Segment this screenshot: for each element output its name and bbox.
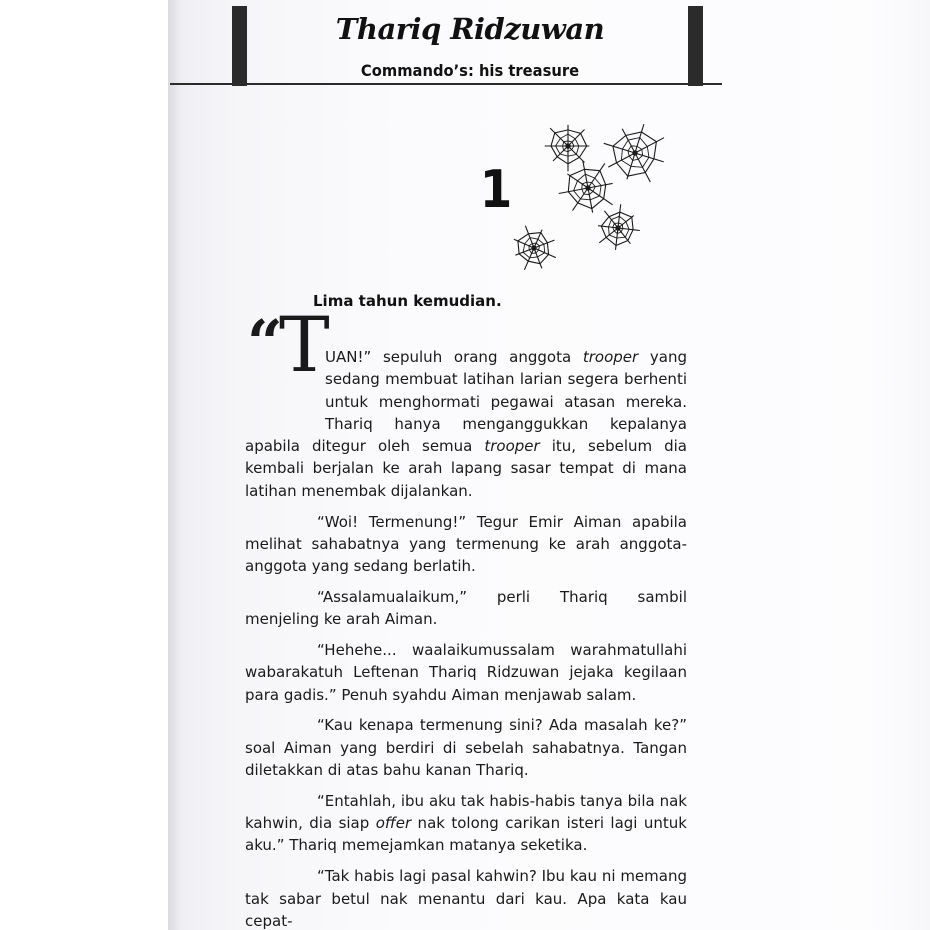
text-run: kepalanya apabila ditegur oleh semua xyxy=(245,414,687,456)
text-run: aku.” Thariq memejamkan matanya seketika. xyxy=(245,836,588,855)
text-run: “Kau kenapa termenung sini? Ada masalah ke?” xyxy=(317,716,687,735)
chapter-subheading: Lima tahun kemudian. xyxy=(313,292,502,310)
header-bar-left xyxy=(232,6,247,86)
page-edge xyxy=(870,0,930,930)
italic-term: trooper xyxy=(582,348,639,366)
left-margin xyxy=(0,0,170,930)
text-run: UAN!” sepuluh orang anggota xyxy=(325,348,583,366)
text-run: kahwin, dia siap xyxy=(245,814,376,833)
text-run: soal Aiman yang berdiri di sebelah sahabatnya. Tangan xyxy=(245,738,687,757)
spider-web-icon xyxy=(545,125,590,172)
italic-term: offer xyxy=(375,814,412,833)
text-run: para gadis.” Penuh syahdu Aiman menjawab salam. xyxy=(245,685,637,704)
text-run: yang xyxy=(638,348,687,366)
text-run: “Woi! Termenung!” Tegur Emir Aiman apabila xyxy=(317,512,687,531)
spider-web-icon xyxy=(514,226,556,270)
paragraph xyxy=(245,790,687,857)
text-run: “Assalamualaikum,” perli Thariq sambil xyxy=(317,587,687,606)
running-header-subtitle: Commando’s: his treasure xyxy=(360,61,580,80)
text-run: mereka. Thariq hanya menganggukkan xyxy=(325,392,687,433)
text-run: “Entahlah, ibu aku tak habis-habis tanya bila nak xyxy=(317,791,687,810)
drop-cap-quote: “ xyxy=(247,306,283,379)
spider-web-icon xyxy=(604,124,664,182)
text-run: diletakkan di atas bahu kanan Thariq. xyxy=(245,761,529,780)
paragraph xyxy=(245,639,687,706)
paragraph xyxy=(245,865,687,930)
text-run: menjeling ke arah Aiman. xyxy=(245,610,438,629)
drop-cap xyxy=(245,300,330,416)
header-rule xyxy=(170,83,722,85)
text-run: sebelum dia kembali berjalan ke arah lapang sasar tempat xyxy=(245,437,687,478)
spider-web-icon xyxy=(559,161,613,213)
text-run: “Hehehe... waalaikumussalam warahmatullahi xyxy=(317,641,687,660)
text-run: di mana latihan menembak dijalankan. xyxy=(245,459,687,500)
text-run: melihat sahabatnya yang termenung ke arah anggota- xyxy=(245,534,687,553)
running-header-title: Thariq Ridzuwan xyxy=(335,12,605,46)
paragraph xyxy=(245,511,687,578)
text-run: wabarakatuh Leftenan Thariq Ridzuwan jejaka kegilaan xyxy=(245,663,687,682)
spine-shadow xyxy=(168,0,180,930)
text-run: nak tolong carikan isteri lagi untuk xyxy=(411,814,687,833)
text-run: “Tak habis lagi pasal kahwin? Ibu kau ni memang xyxy=(317,867,687,886)
text-run: berhenti untuk menghormati pegawai atasan xyxy=(325,370,687,411)
header-bar-right xyxy=(688,6,703,86)
paragraph xyxy=(245,714,687,781)
text-run: anggota yang sedang berlatih. xyxy=(245,557,476,576)
chapter-number: 1 xyxy=(479,160,513,220)
text-run: itu, xyxy=(539,437,577,456)
paragraph xyxy=(245,586,687,631)
italic-term: trooper xyxy=(484,437,540,456)
spider-web-decoration xyxy=(500,118,670,278)
text-run: sedang membuat latihan larian segera xyxy=(325,370,619,389)
text-run: tak sabar betul nak menantu dari kau. Apa kata kau cepat- xyxy=(245,889,687,930)
spider-web-icon xyxy=(598,204,640,250)
drop-cap-letter: T xyxy=(279,300,330,389)
